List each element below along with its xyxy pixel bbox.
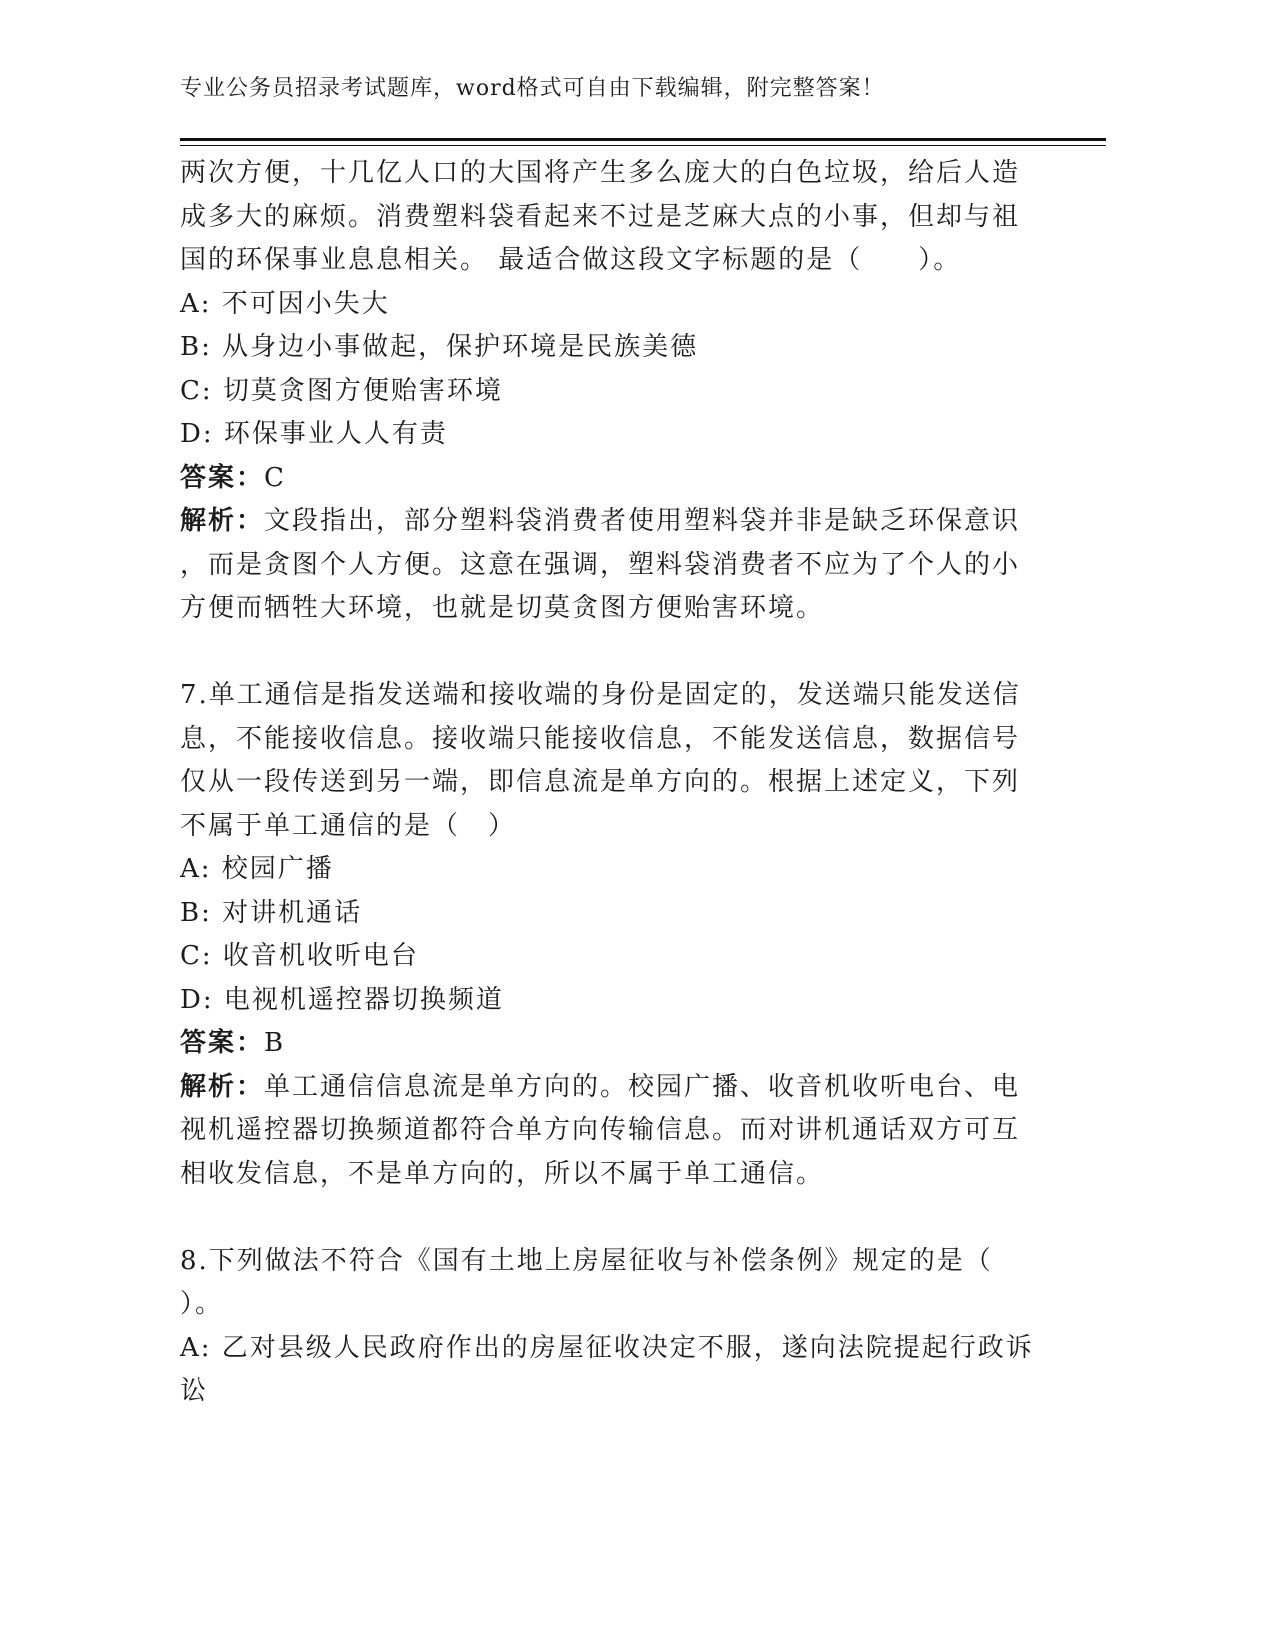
analysis-line: 方便而牺牲大环境，也就是切莫贪图方便贻害环境。 [180, 593, 825, 623]
option-d: D: 环保事业人人有责 [180, 419, 448, 449]
option-a: A: 不可因小失大 [180, 288, 390, 319]
page-header: 专业公务员招录考试题库，word格式可自由下载编辑，附完整答案！ [180, 76, 885, 101]
question-stem-line: 仅从一段传送到另一端，即信息流是单方向的。根据上述定义，下列 [180, 767, 1021, 797]
header-rule-thin [180, 145, 1106, 146]
option-d: D: 电视机遥控器切换频道 [180, 984, 504, 1015]
answer-line [180, 457, 1020, 501]
question-stem-line: 7.单工通信是指发送端和接收端的身份是固定的，发送端只能发送信 [180, 680, 1021, 710]
answer-value: B [264, 1028, 286, 1058]
question-stem-line: 息，不能接收信息。接收端只能接收信息，不能发送信息，数据信号 [180, 723, 1021, 754]
question-stem-line: 8.下列做法不符合《国有土地上房屋征收与补偿条例》规定的是（ [180, 1245, 993, 1276]
question-stem-line: ）。 [180, 1289, 224, 1319]
spacer [180, 1196, 1020, 1240]
analysis-label: 解析： [180, 1071, 265, 1102]
option-c: C: 切莫贪图方便贻害环境 [180, 375, 503, 406]
option-a: A: 校园广播 [180, 854, 334, 884]
question-stem-line: 国的环保事业息息相关。 最适合做这段文字标题的是（ ）。 [180, 245, 962, 275]
answer-line [180, 1022, 1020, 1066]
question-stem-line: 不属于单工通信的是（ ） [180, 810, 517, 841]
analysis-text: 单工通信信息流是单方向的。校园广播、收音机收听电台、电 [264, 1071, 1021, 1102]
analysis-line: ，而是贪图个人方便。这意在强调，塑料袋消费者不应为了个人的小 [180, 549, 1021, 580]
option-b: B: 对讲机通话 [180, 897, 363, 928]
question-6 [180, 152, 1020, 631]
question-8 [180, 1240, 1034, 1414]
analysis-line: 视机遥控器切换频道都符合单方向传输信息。而对讲机通话双方可互 [180, 1115, 1021, 1145]
answer-value: C [264, 462, 286, 493]
document-body [180, 152, 1034, 1414]
question-stem-line: 成多大的麻烦。消费塑料袋看起来不过是芝麻大点的小事，但却与祖 [180, 201, 1021, 232]
question-7 [180, 674, 1020, 1196]
analysis-line: 相收发信息，不是单方向的，所以不属于单工通信。 [180, 1158, 825, 1189]
header-rule-thick [180, 138, 1106, 141]
analysis-line [180, 1066, 1020, 1110]
analysis-label: 解析： [180, 506, 265, 536]
analysis-line [180, 500, 1020, 544]
question-stem-line: 两次方便，十几亿人口的大国将产生多么庞大的白色垃圾，给后人造 [180, 158, 1021, 188]
answer-label: 答案： [180, 1028, 265, 1058]
spacer [180, 631, 1020, 675]
analysis-text: 文段指出，部分塑料袋消费者使用塑料袋并非是缺乏环保意识 [264, 506, 1021, 536]
option-a-continued: 讼 [180, 1376, 209, 1406]
option-b: B: 从身边小事做起，保护环境是民族美德 [180, 332, 699, 362]
answer-label: 答案： [180, 462, 265, 493]
option-c: C: 收音机收听电台 [180, 941, 419, 971]
option-a: A: 乙对县级人民政府作出的房屋征收决定不服，遂向法院提起行政诉 [180, 1332, 1034, 1363]
